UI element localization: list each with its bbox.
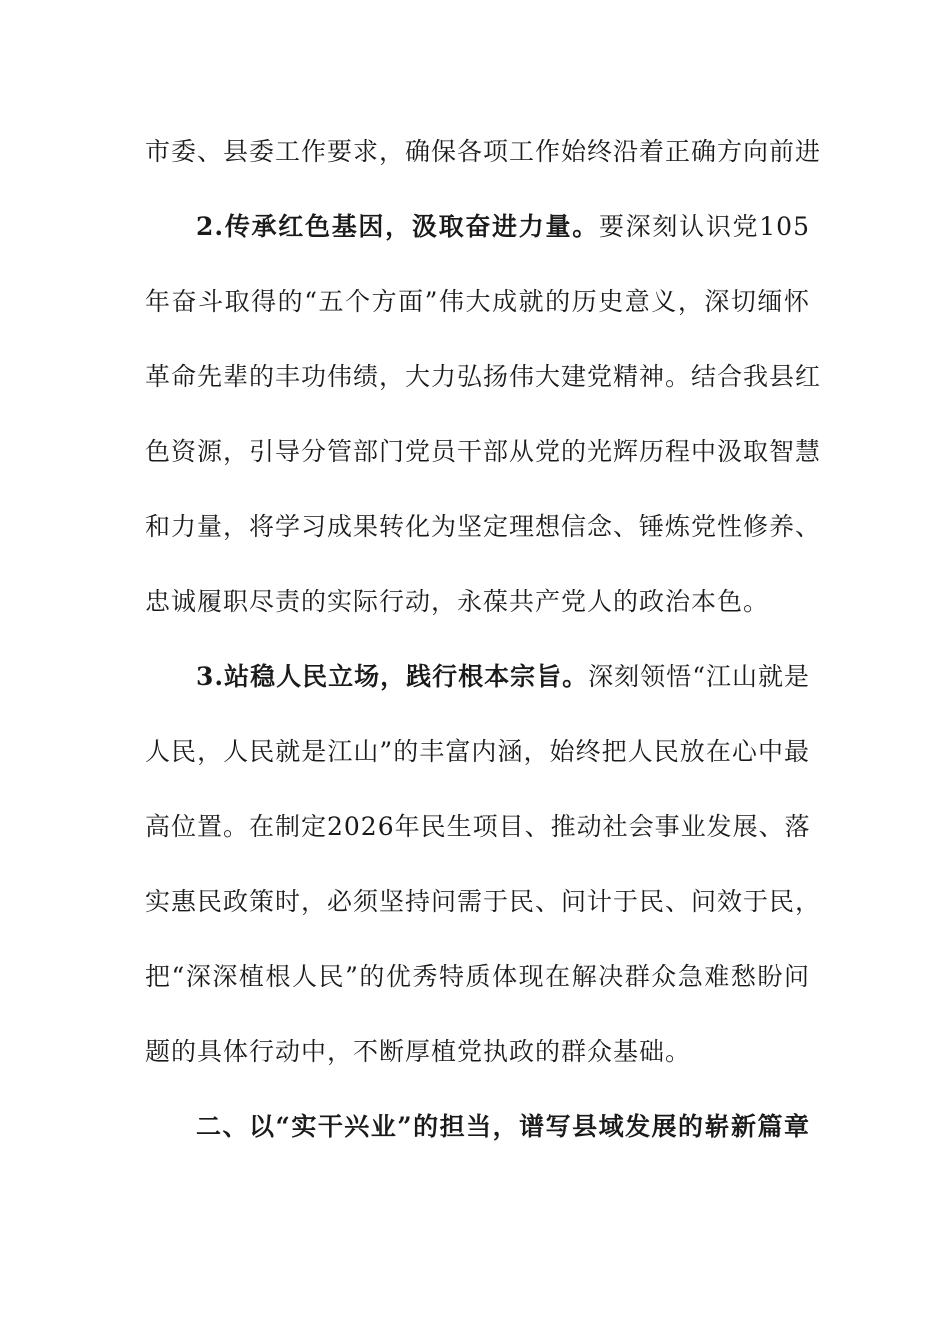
line-text: 把“深深植根人民”的优秀特质体现在解决群众急难愁盼问 (145, 962, 810, 991)
line-text: 高位置。在制定2026年民生项目、推动社会事业发展、落 (145, 812, 811, 841)
line-text: 色资源，引导分管部门党员干部从党的光辉历程中汲取智慧 (145, 437, 822, 466)
line-text: 深刻领悟“江山就是 (588, 662, 810, 691)
line-text: 要深刻认识党105 (598, 212, 810, 241)
line-text: 忠诚履职尽责的实际行动，永葆共产党人的政治本色。 (145, 587, 770, 616)
paragraph-line (145, 736, 810, 768)
paragraph-line (145, 511, 822, 543)
paragraph-line (145, 961, 810, 993)
line-text: 革命先辈的丰功伟绩，大力弘扬伟大建党精神。结合我县红 (145, 362, 822, 391)
line-text: 实惠民政策时，必须坚持问需于民、问计于民、问效于民， (145, 887, 822, 916)
paragraph-line (196, 211, 810, 243)
paragraph-line (145, 811, 810, 843)
line-text: 和力量，将学习成果转化为坚定理想信念、锤炼党性修养、 (145, 512, 822, 541)
line-text: 市委、县委工作要求，确保各项工作始终沿着正确方向前进 (145, 137, 822, 166)
line-text: 题的具体行动中，不断厚植党执政的群众基础。 (145, 1037, 692, 1066)
paragraph-line (145, 886, 822, 918)
paragraph-line (145, 586, 810, 618)
section-heading-text: 二、以“实干兴业”的担当，谱写县域发展的崭新篇章 (196, 1112, 810, 1141)
section-heading (196, 1111, 810, 1143)
paragraph-line (145, 436, 822, 468)
paragraph-line (196, 661, 810, 693)
paragraph-line (145, 286, 810, 318)
paragraph-line (145, 361, 822, 393)
line-text: 年奋斗取得的“五个方面”伟大成就的历史意义，深切缅怀 (145, 287, 810, 316)
paragraph-line (145, 1036, 810, 1068)
paragraph-line (145, 136, 822, 168)
section-subheading: 3.站稳人民立场，践行根本宗旨。 (196, 662, 589, 691)
line-text: 人民，人民就是江山”的丰富内涵，始终把人民放在心中最 (145, 737, 810, 766)
section-subheading: 2.传承红色基因，汲取奋进力量。 (196, 212, 599, 241)
